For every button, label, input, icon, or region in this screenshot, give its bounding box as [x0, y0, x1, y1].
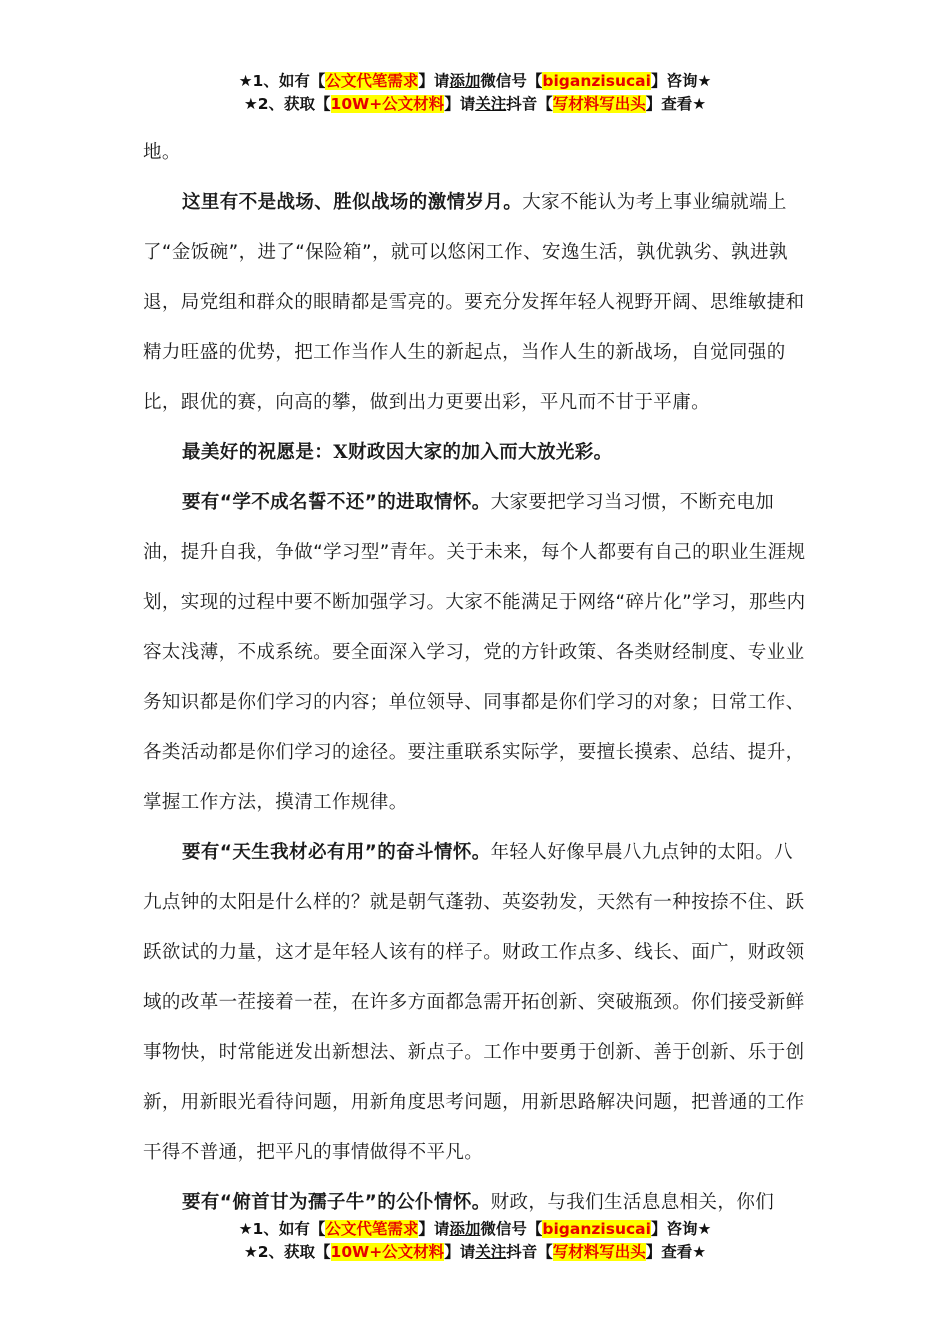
- paragraph-heading: [143, 428, 811, 478]
- highlight-text: 10W+公文材料: [330, 95, 445, 113]
- paragraph-lead: 要有“俯首甘为孺子牛”的公仆情怀。: [182, 1192, 491, 1213]
- paragraph-text: 财政，与我们生活息息相关，你们: [490, 1192, 775, 1213]
- paragraph: [143, 828, 811, 1178]
- banner-text: 抖音【: [506, 95, 553, 113]
- paragraph: [143, 478, 811, 828]
- paragraph-text: 大家要把学习当习惯，不断充电加油，提升自我，争做“学习型”青年。关于未来，每个人都要有自己的职业生涯规划，实现的过程中要不断加强学习。大家不能满足于网络“碎片化”学习，那些内容太浅薄，不成系统。要全面深入学习，党的方针政策、各类财经制度、专业业务知识都是你们学习的内容；单位领导、同事都是你们学习的对象；日常工作、各类活动都是你们学习的途径。要注重联系实际学，要擅长摸索、总结、提升，掌握工作方法，摸清工作规律。: [143, 492, 806, 813]
- paragraph: [143, 178, 811, 428]
- wechat-id-highlight: biganzisucai: [542, 1220, 651, 1238]
- banner-text: 微信号【: [480, 72, 543, 90]
- document-body: [143, 128, 811, 1228]
- banner-text: 】查看★: [645, 95, 707, 113]
- banner-text: 抖音【: [506, 1243, 553, 1261]
- paragraph-lead: 要有“学不成名誓不还”的进取情怀。: [182, 492, 491, 513]
- heading-text: 财政因大家的加入而大放光彩。: [347, 442, 613, 463]
- banner-text: 】咨询★: [650, 1220, 712, 1238]
- banner-text: 微信号【: [480, 1220, 543, 1238]
- douyin-id-highlight: 写材料写出头: [552, 95, 646, 113]
- underlined-text: 关注: [475, 1243, 507, 1261]
- banner-text: ★2、获取【: [243, 95, 331, 113]
- paragraph-continuation: [143, 128, 811, 178]
- highlight-text: 公文代笔需求: [325, 72, 419, 90]
- highlight-text: 公文代笔需求: [325, 1220, 419, 1238]
- banner-line-2: [0, 93, 950, 116]
- heading-text: 最美好的祝愿是：: [182, 442, 334, 463]
- paragraph-text: 地。: [143, 142, 181, 163]
- banner-text: ★1、如有【: [238, 72, 326, 90]
- banner-text: 】查看★: [645, 1243, 707, 1261]
- wechat-id-highlight: biganzisucai: [542, 72, 651, 90]
- banner-text: 】请: [444, 1243, 476, 1261]
- highlight-text: 10W+公文材料: [330, 1243, 445, 1261]
- paragraph-text: 年轻人好像早晨八九点钟的太阳。八九点钟的太阳是什么样的？就是朝气蓬勃、英姿勃发，天然有一种按捺不住、跃跃欲试的力量，这才是年轻人该有的样子。财政工作点多、线长、面广，财政领域的改革一茬接着一茬，在许多方面都急需开拓创新、突破瓶颈。你们接受新鲜事物快，时常能迸发出新想法、新点子。工作中要勇于创新、善于创新、乐于创新，用新眼光看待问题，用新角度思考问题，用新思路解决问题，把普通的工作干得不普通，把平凡的事情做得不平凡。: [143, 842, 805, 1163]
- banner-text: 】请: [418, 1220, 450, 1238]
- underlined-text: 关注: [475, 95, 507, 113]
- paragraph-text: 大家不能认为考上事业编就端上了“金饭碗”，进了“保险箱”，就可以悠闲工作、安逸生活，孰优孰劣、孰进孰退，局党组和群众的眼睛都是雪亮的。要充分发挥年轻人视野开阔、思维敏捷和精力旺盛的优势，把工作当作人生的新起点，当作人生的新战场，自觉同强的比，跟优的赛，向高的攀，做到出力更要出彩，平凡而不甘于平庸。: [143, 192, 805, 413]
- banner-text: 】咨询★: [650, 72, 712, 90]
- banner-line-2: [0, 1241, 950, 1264]
- banner-text: ★2、获取【: [243, 1243, 331, 1261]
- paragraph-lead: 这里有不是战场、胜似战场的激情岁月。: [182, 192, 523, 213]
- paragraph-lead: 要有“天生我材必有用”的奋斗情怀。: [182, 842, 491, 863]
- heading-x: X: [333, 442, 348, 463]
- footer-banner: [0, 1218, 950, 1264]
- banner-text: 】请: [418, 72, 450, 90]
- underlined-text: 添加: [449, 72, 481, 90]
- header-banner: [0, 70, 950, 116]
- banner-text: 】请: [444, 95, 476, 113]
- banner-line-1: [0, 1218, 950, 1241]
- underlined-text: 添加: [449, 1220, 481, 1238]
- douyin-id-highlight: 写材料写出头: [552, 1243, 646, 1261]
- banner-line-1: [0, 70, 950, 93]
- banner-text: ★1、如有【: [238, 1220, 326, 1238]
